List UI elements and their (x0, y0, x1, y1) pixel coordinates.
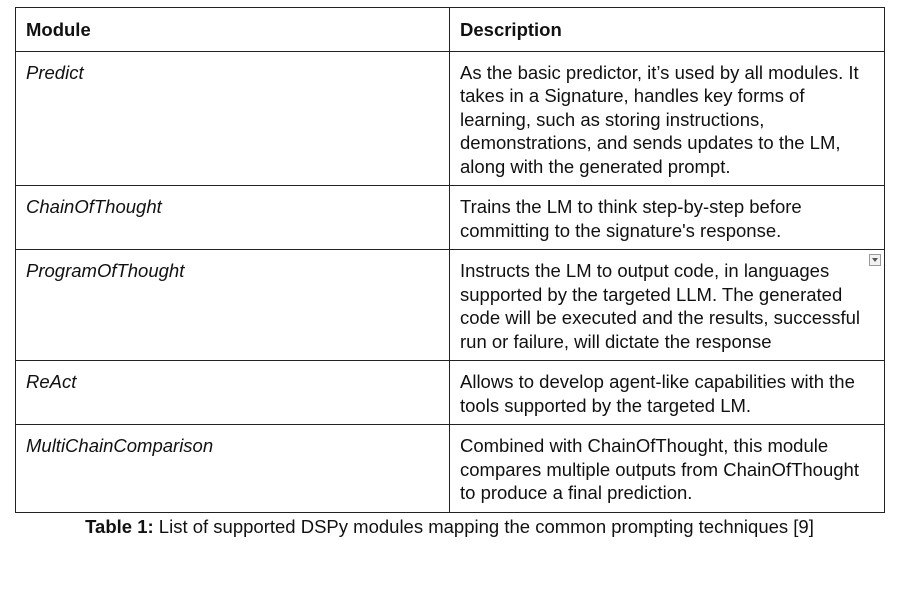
caption-label: Table 1: (85, 515, 154, 537)
description-text: Instructs the LM to output code, in languages supported by the targeted LLM. The generated code will be executed and the results, successful run or failure, will dictate the response (460, 260, 861, 352)
column-header-module: Module (16, 8, 450, 52)
table-header-row (16, 8, 885, 52)
table-row (16, 425, 885, 513)
module-name-cell[interactable]: ChainOfThought (16, 186, 450, 250)
description-cell[interactable]: Allows to develop agent-like capabilities with the tools supported by the targeted LM. (450, 361, 885, 425)
module-name-cell[interactable]: MultiChainComparison (16, 425, 450, 513)
table-row (16, 361, 885, 425)
dropdown-arrow-icon[interactable] (869, 254, 881, 266)
document (15, 7, 884, 539)
table-row (16, 250, 885, 361)
module-name-cell[interactable]: ProgramOfThought (16, 250, 450, 361)
table-row (16, 51, 885, 186)
description-cell[interactable]: Combined with ChainOfThought, this module compares multiple outputs from ChainOfThought to produce a final prediction. (450, 425, 885, 513)
description-cell[interactable]: Trains the LM to think step-by-step before committing to the signature's response. (450, 186, 885, 250)
column-header-description: Description (450, 8, 885, 52)
description-cell[interactable]: As the basic predictor, it’s used by all modules. It takes in a Signature, handles key forms of learning, such as storing instructions, demonstrations, and sends updates to the LM, along with the generated prompt. (450, 51, 885, 186)
module-name-cell[interactable]: Predict (16, 51, 450, 186)
table-caption (15, 515, 884, 539)
description-cell[interactable] (450, 250, 885, 361)
modules-table (15, 7, 885, 513)
caption-text: List of supported DSPy modules mapping the common prompting techniques [9] (153, 515, 814, 537)
module-name-cell[interactable]: ReAct (16, 361, 450, 425)
table-row (16, 186, 885, 250)
